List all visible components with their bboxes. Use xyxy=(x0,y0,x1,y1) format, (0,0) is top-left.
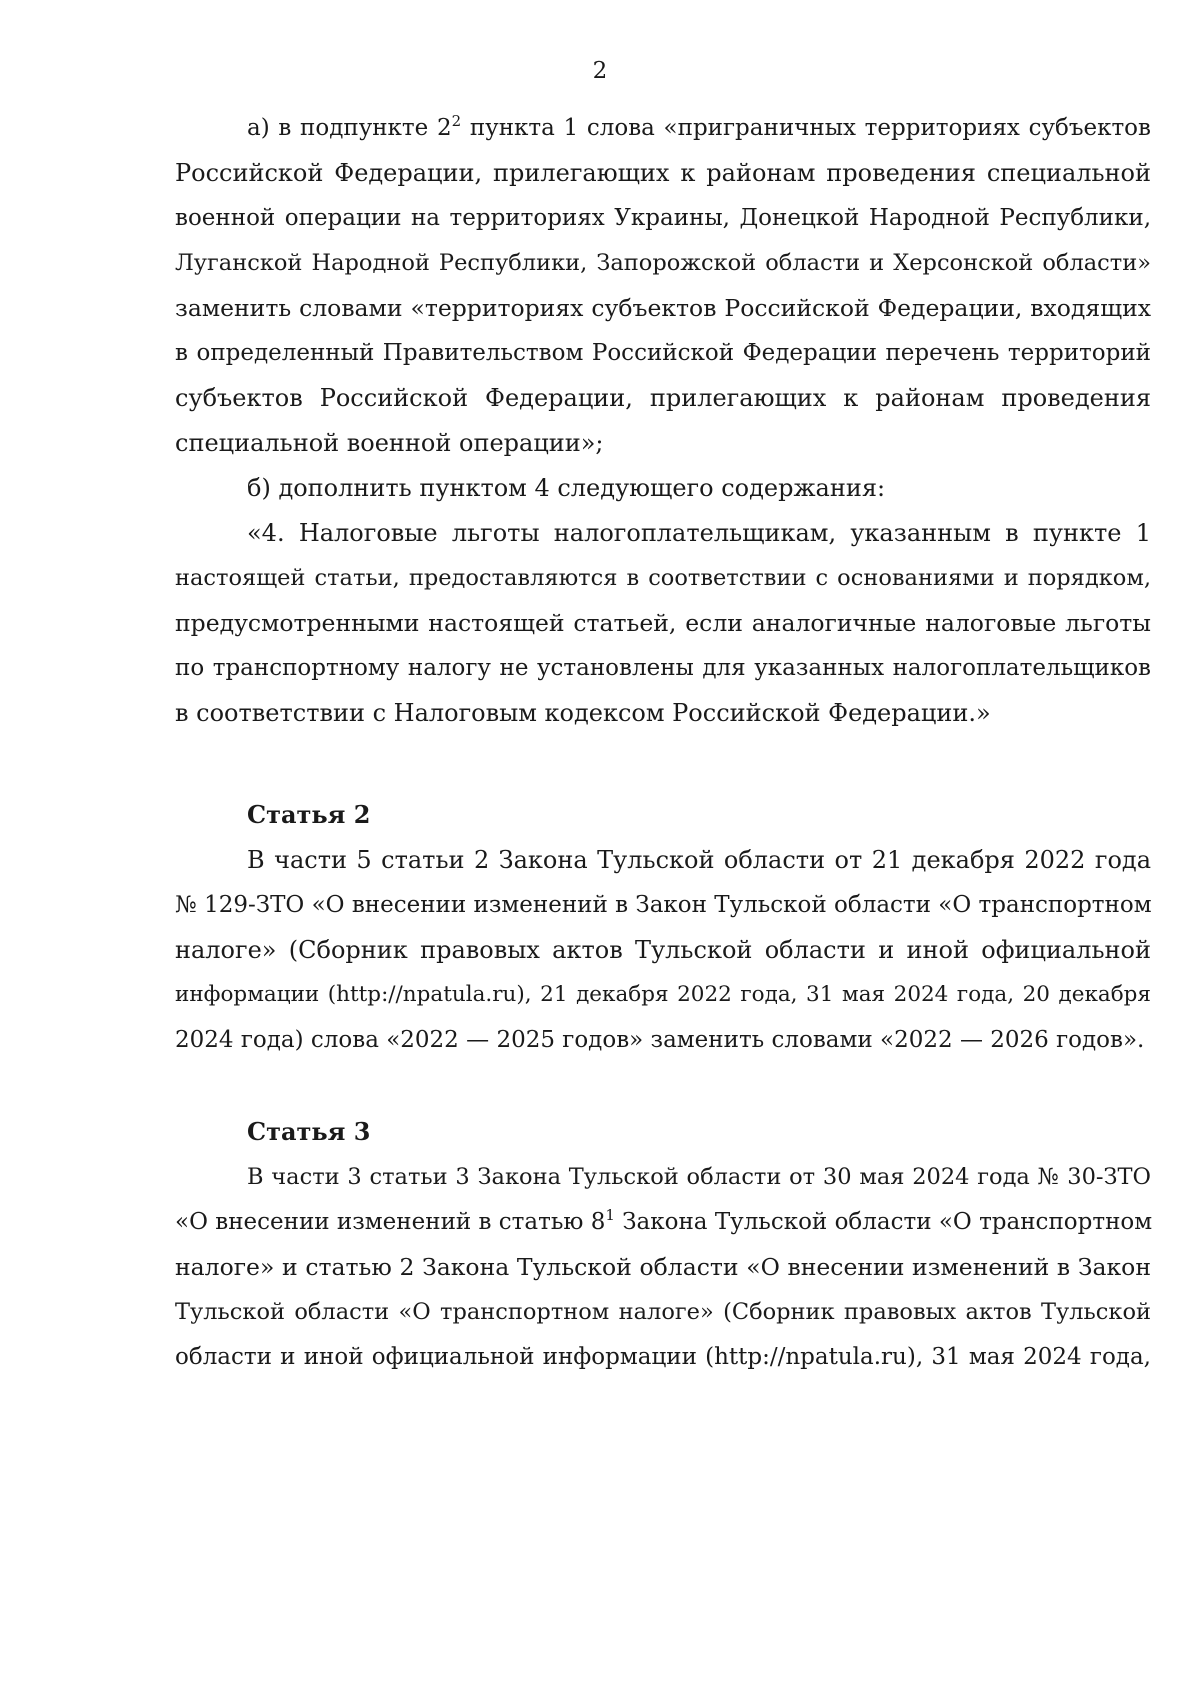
article-3-superscript: 1 xyxy=(605,1206,615,1224)
point-4-line-1: «4. Налоговые льготы налогоплательщикам, указанным в пункте 1 xyxy=(247,519,1151,547)
para-a-line-2: Российской Федерации, прилегающих к районам проведения специальной xyxy=(175,159,1151,187)
point-4-line-3: предусмотренными настоящей статьей, если аналогичные налоговые льготы xyxy=(175,609,1151,637)
para-b-line-1: б) дополнить пунктом 4 следующего содержания: xyxy=(247,474,886,502)
point-4-line-2: настоящей статьи, предоставляются в соответствии с основаниями и порядком, xyxy=(175,565,1151,591)
article-2-line-2: № 129-ЗТО «О внесении изменений в Закон Тульской области «О транспортном xyxy=(175,892,1152,918)
point-4-line-4: по транспортному налогу не установлены для указанных налогоплательщиков xyxy=(175,655,1151,681)
article-3-line-1: В части 3 статьи 3 Закона Тульской области от 30 мая 2024 года № 30-ЗТО xyxy=(247,1164,1151,1190)
article-3-line-2-post: Закона Тульской области «О транспортном xyxy=(614,1209,1153,1235)
point-4-line-5: в соответствии с Налоговым кодексом Российской Федерации.» xyxy=(175,699,991,727)
article-2-heading: Статья 2 xyxy=(247,800,371,829)
para-a-line-8: специальной военной операции»; xyxy=(175,429,604,457)
para-a-line-1-pre: а) в подпункте 2 xyxy=(247,115,452,141)
page-number: 2 xyxy=(592,58,608,84)
para-a-line-1-post: пункта 1 слова «приграничных территориях субъектов xyxy=(461,115,1151,141)
article-2-line-5: 2024 года) слова «2022 — 2025 годов» заменить словами «2022 — 2026 годов». xyxy=(175,1027,1145,1053)
para-a-line-3: военной операции на территориях Украины, Донецкой Народной Республики, xyxy=(175,205,1151,231)
para-a-line-7: субъектов Российской Федерации, прилегающих к районам проведения xyxy=(175,384,1151,412)
para-a-line-5: заменить словами «территориях субъектов Российской Федерации, входящих xyxy=(175,294,1151,322)
para-a-line-6: в определенный Правительством Российской Федерации перечень территорий xyxy=(175,340,1151,366)
para-a-superscript: 2 xyxy=(451,112,462,130)
article-2-line-1: В части 5 статьи 2 Закона Тульской области от 21 декабря 2022 года xyxy=(247,846,1151,874)
article-2-line-3: налоге» (Сборник правовых актов Тульской области и иной официальной xyxy=(175,936,1151,964)
article-3-line-3: налоге» и статью 2 Закона Тульской области «О внесении изменений в Закон xyxy=(175,1253,1151,1281)
article-3-heading: Статья 3 xyxy=(247,1117,371,1146)
article-3-line-4: Тульской области «О транспортном налоге» (Сборник правовых актов Тульской xyxy=(175,1299,1151,1325)
article-2-line-4: информации (http://npatula.ru), 21 декабря 2022 года, 31 мая 2024 года, 20 декабря xyxy=(175,982,1151,1007)
para-a-line-1 xyxy=(247,113,1151,143)
para-a-line-4: Луганской Народной Республики, Запорожской области и Херсонской области» xyxy=(175,250,1151,276)
article-3-line-2 xyxy=(175,1207,1151,1237)
article-3-line-5: области и иной официальной информации (http://npatula.ru), 31 мая 2024 года, xyxy=(175,1344,1151,1370)
article-3-line-2-pre: «О внесении изменений в статью 8 xyxy=(175,1209,606,1235)
